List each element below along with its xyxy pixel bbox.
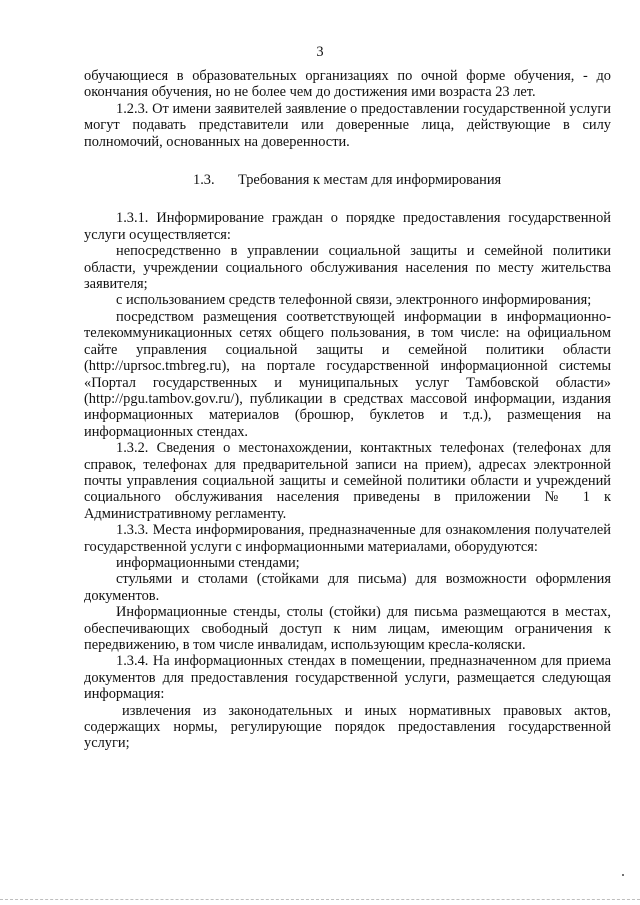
paragraph: стульями и столами (стойками для письма) для возможности оформления документов. [84,571,611,604]
paragraph: с использованием средств телефонной связи, электронного информирования; [116,292,592,309]
paragraph: 1.3.4. На информационных стендах в помещении, предназначенном для приема документов для предоставления государственной услуги, размещается следующая информация: [84,653,611,703]
section-heading-number: 1.3. [193,172,215,189]
paragraph: 1.2.3. От имени заявителей заявление о предоставлении государственной услуги могут подавать представители или доверенные лица, действующие в силу полномочий, основанных на доверенности. [84,100,611,150]
paragraph: извлечения из законодательных и иных нормативных правовых актов, содержащих нормы, регулирующие порядок предоставления государственной услуги; [84,702,611,752]
section-heading [84,172,611,188]
paragraph: 1.3.3. Места информирования, предназначенные для ознакомления получателей государственной услуги с информационными материалами, оборудуются: [84,522,611,555]
paragraph: 1.3.1. Информирование граждан о порядке предоставления государственной услуги осуществляется: [84,210,611,243]
section-heading-title: Требования к местам для информирования [238,172,502,189]
paragraph: 1.3.2. Сведения о местонахождении, контактных телефонах (телефонах для справок, телефонах для предварительной записи на прием), адресах электронной почты управления социальной защиты и семейной политики области и учреждений социального обслуживания населения приведены в приложении № 1 к Административному регламенту. [84,440,611,522]
paragraph: Информационные стенды, столы (стойки) для письма размещаются в местах, обеспечивающих свободный доступ к ним лицам, имеющим ограничения к передвижению, в том числе инвалидам, использующим кресла-коляски. [84,604,611,653]
paragraph: непосредственно в управлении социальной защиты и семейной политики области, учреждении социального обслуживания населения по месту жительства заявителя; [84,243,611,293]
page-number: 3 [316,44,324,60]
document-body [84,68,611,752]
paragraph: информационными стендами; [116,554,300,571]
scan-edge-line [0,899,640,900]
paragraph: посредством размещения соответствующей информации в информационно-телекоммуникационных сетях общего пользования, в том числе: на официальном сайте управления социальной защиты и семейной политики области (http://uprsoc.tmbreg.ru), на портале государственной информационной системы «Портал государственных и муниципальных услуг Тамбовской области» (http://pgu.tambov.gov.ru/), публикации в средствах массовой информации, издания информационных материалов (брошюр, буклетов и т.д.), размещения на информационных стендах. [84,308,611,440]
scan-speck [622,874,624,876]
paragraph: обучающиеся в образовательных организациях по очной форме обучения, - до окончания обучения, но не более чем до достижения ими возраста 23 лет. [84,68,611,101]
